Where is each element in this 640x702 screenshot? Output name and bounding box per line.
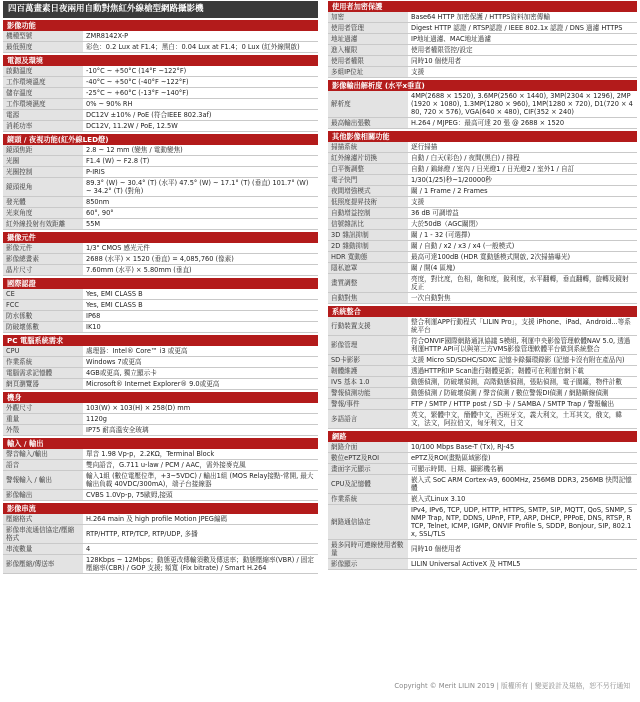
spec-row xyxy=(3,77,318,88)
page-title: 四百萬畫素日夜兩用自動對焦紅外線槍型網路攝影機 xyxy=(3,1,318,18)
spec-row xyxy=(3,178,318,197)
spec-value: 關 / 1 - 32 (可選擇) xyxy=(408,230,637,241)
spec-row xyxy=(3,265,318,276)
spec-row xyxy=(328,91,637,118)
spec-row xyxy=(3,425,318,436)
spec-table xyxy=(3,514,318,574)
spec-label: 晶片尺寸 xyxy=(3,265,83,276)
section-header: 國際認證 xyxy=(3,278,318,289)
spec-value: Microsoft® Internet Explorer® 9.0或更高 xyxy=(83,379,318,390)
spec-label: 影像管理 xyxy=(328,336,408,355)
spec-row xyxy=(3,197,318,208)
spec-value: CVBS 1.0Vp-p, 75歐姆,接頭 xyxy=(83,490,318,501)
spec-row xyxy=(328,505,637,540)
section-header: 其他影像相關功能 xyxy=(328,131,637,142)
spec-value: IP75 耐高溫安全玻璃 xyxy=(83,425,318,436)
spec-row xyxy=(3,403,318,414)
spec-table xyxy=(3,449,318,501)
spec-table xyxy=(3,346,318,390)
spec-label: 最低照度 xyxy=(3,42,83,53)
spec-value: 89.3° (W) ~ 30.4° (T) (水平) 47.5° (W) ~ 17.1° (T) (垂直) 101.7° (W) ~ 34.2° (T) (對角) xyxy=(83,178,318,197)
spec-row xyxy=(328,540,637,559)
spec-label: 3D 雜訊抑制 xyxy=(328,230,408,241)
spec-label: 鏡頭視角 xyxy=(3,178,83,197)
spec-value: 最高可達100dB (HDR 寬動態模式開啟, 2次掃描曝光) xyxy=(408,252,637,263)
left-sections xyxy=(3,20,318,574)
spec-row xyxy=(328,317,637,336)
section-header: 輸入 / 輸出 xyxy=(3,438,318,449)
spec-value: 嵌入式 SoC ARM Cortex-A9, 600MHz, 256MB DDR3, 256MB 快閃記憶體 xyxy=(408,475,637,494)
spec-label: 掃描系統 xyxy=(328,142,408,153)
spec-value: 1120g xyxy=(83,414,318,425)
spec-row xyxy=(328,45,637,56)
spec-label: 聲音輸入/輸出 xyxy=(3,449,83,460)
right-column xyxy=(328,0,637,570)
spec-row xyxy=(328,12,637,23)
spec-label: 2D 雜動抑制 xyxy=(328,241,408,252)
spec-label: 影像壓縮/傳送率 xyxy=(3,555,83,574)
spec-label: FCC xyxy=(3,300,83,311)
spec-label: 影像輸出 xyxy=(3,490,83,501)
spec-table xyxy=(3,145,318,230)
spec-label: 機種型號 xyxy=(3,31,83,42)
spec-value: 單音 1.98 Vp-p，2.2KΩ，Terminal Block xyxy=(83,449,318,460)
spec-section xyxy=(3,134,318,230)
spec-label: 電源 xyxy=(3,110,83,121)
spec-label: CPU及記憶體 xyxy=(328,475,408,494)
spec-row xyxy=(3,66,318,77)
spec-value: 英文，繁體中文，簡體中文，西班牙文，義大利文，土耳其文，俄文，韓文，法文，阿拉伯文，匈牙利文，日文 xyxy=(408,410,637,429)
spec-label: 影像總畫素 xyxy=(3,254,83,265)
spec-row xyxy=(3,110,318,121)
spec-label: 隱私遮罩 xyxy=(328,263,408,274)
spec-label: SD卡影影 xyxy=(328,355,408,366)
spec-value: P-IRIS xyxy=(83,167,318,178)
spec-row xyxy=(3,449,318,460)
spec-value: Digest HTTP 認證 / RTSP認證 / IEEE 802.1x 認證 / DNS 過濾 HTTPS xyxy=(408,23,637,34)
spec-row xyxy=(3,525,318,544)
spec-table xyxy=(328,12,637,78)
spec-value: -10°C ~ +50°C (14°F ~122°F) xyxy=(83,66,318,77)
spec-value: 10/100 Mbps Base-T (Tx), RJ-45 xyxy=(408,442,637,453)
spec-value: 支援 xyxy=(408,67,637,78)
spec-value: 103(W) × 103(H) × 258(D) mm xyxy=(83,403,318,414)
spec-label: 解析度 xyxy=(328,91,408,118)
spec-label: 低照度提昇技術 xyxy=(328,197,408,208)
spec-section xyxy=(3,278,318,333)
spec-value: 動態偵測 / 防破壞偵測 / 聲音偵測 / 數位警報DI偵測 / 網路斷線偵測 xyxy=(408,388,637,399)
spec-label: 電子快門 xyxy=(328,175,408,186)
spec-table xyxy=(3,243,318,276)
spec-row xyxy=(3,322,318,333)
spec-value: IP地址過濾、MAC地址過濾 xyxy=(408,34,637,45)
section-header: 使用者加密保護 xyxy=(328,1,637,12)
spec-label: 自動對焦 xyxy=(328,293,408,304)
spec-row xyxy=(3,121,318,132)
spec-row xyxy=(3,99,318,110)
section-header: 網路 xyxy=(328,431,637,442)
spec-row xyxy=(328,442,637,453)
spec-value: 2.8 ~ 12 mm (變焦 / 電動變焦) xyxy=(83,145,318,156)
spec-section xyxy=(3,232,318,276)
spec-value: 36 dB 可調增益 xyxy=(408,208,637,219)
spec-label: 警報/事件 xyxy=(328,399,408,410)
section-header: 攝像元件 xyxy=(3,232,318,243)
spec-row xyxy=(328,336,637,355)
spec-label: 網路通信協定 xyxy=(328,505,408,540)
spec-row xyxy=(3,490,318,501)
spec-value: H.264 / MJPEG：最高可達 20 張 @ 2688 × 1520 xyxy=(408,118,637,129)
spec-label: 影像元件 xyxy=(3,243,83,254)
spec-label: HDR 寬動態 xyxy=(328,252,408,263)
spec-value: 自動 / 鎢絲燈 / 室內 / 日光燈1 / 日光燈2 / 室外1 / 自訂 xyxy=(408,164,637,175)
spec-label: 啟動溫度 xyxy=(3,66,83,77)
spec-label: 外觀尺寸 xyxy=(3,403,83,414)
spec-row xyxy=(3,555,318,574)
left-column xyxy=(3,0,318,574)
spec-row xyxy=(3,460,318,471)
spec-value: 關 / 自動 / x2 / x3 / x4 (一般模式) xyxy=(408,241,637,252)
spec-label: 多組IP位址 xyxy=(328,67,408,78)
spec-row xyxy=(3,289,318,300)
spec-value: LILIN Universal ActiveX 及 HTML5 xyxy=(408,559,637,570)
section-header: 影像功能 xyxy=(3,20,318,31)
spec-label: 工作環境溫度 xyxy=(3,77,83,88)
spec-value: RTP/HTTP, RTP/TCP, RTP/UDP, 多播 xyxy=(83,525,318,544)
spec-value: -40°C ~ +50°C (-40°F ~122°F) xyxy=(83,77,318,88)
spec-row xyxy=(328,23,637,34)
spec-value: Yes, EMI CLASS B xyxy=(83,300,318,311)
spec-row xyxy=(3,514,318,525)
spec-label: 防破壞係數 xyxy=(3,322,83,333)
spec-label: 工作環境濕度 xyxy=(3,99,83,110)
spec-label: 畫質調整 xyxy=(328,274,408,293)
spec-label: 儲存溫度 xyxy=(3,88,83,99)
spec-value: 1/30(1/25)秒~1/20000秒 xyxy=(408,175,637,186)
spec-value: 使用者權限管控/設定 xyxy=(408,45,637,56)
spec-value: 支援 xyxy=(408,197,637,208)
spec-label: 壓縮格式 xyxy=(3,514,83,525)
spec-section xyxy=(3,335,318,390)
spec-section xyxy=(328,1,637,78)
spec-value: Base64 HTTP 加密保護 / HTTPS資料加密傳輸 xyxy=(408,12,637,23)
spec-value: 符合ONVIF國際網路通訊協議 S模組, 利運中央影像管理軟體NAV 5.0, 透過利運HTTP API可以與第三方VMS影像管理軟體平台做到系統整合 xyxy=(408,336,637,355)
spec-value: IK10 xyxy=(83,322,318,333)
spec-label: 串流數量 xyxy=(3,544,83,555)
spec-row xyxy=(328,164,637,175)
spec-row xyxy=(328,208,637,219)
spec-row xyxy=(328,241,637,252)
spec-row xyxy=(328,34,637,45)
spec-row xyxy=(3,254,318,265)
spec-row xyxy=(328,559,637,570)
spec-value: 同時10 個使用者 xyxy=(408,56,637,67)
spec-label: 使用者管理 xyxy=(328,23,408,34)
spec-label: 多語語言 xyxy=(328,410,408,429)
spec-row xyxy=(328,366,637,377)
spec-label: 電腦需求記憶體 xyxy=(3,368,83,379)
spec-row xyxy=(3,31,318,42)
spec-table xyxy=(3,66,318,132)
spec-value: Windows 7或更高 xyxy=(83,357,318,368)
spec-label: 網頁瀏覽器 xyxy=(3,379,83,390)
spec-value: Yes, EMI CLASS B xyxy=(83,289,318,300)
spec-row xyxy=(328,293,637,304)
spec-value: DC12V ±10% / PoE (符合IEEE 802.3af) xyxy=(83,110,318,121)
spec-value: H.264 main 及 high profile Motion JPEG編碼 xyxy=(83,514,318,525)
spec-value: 2688 (水平) × 1520 (垂直) = 4,085,760 (像素) xyxy=(83,254,318,265)
spec-label: 韌體維護 xyxy=(328,366,408,377)
spec-label: 紅外線濾片切換 xyxy=(328,153,408,164)
spec-row xyxy=(3,42,318,53)
spec-row xyxy=(328,118,637,129)
spec-label: CPU xyxy=(3,346,83,357)
spec-value: 同時10 個使用者 xyxy=(408,540,637,559)
spec-table xyxy=(328,91,637,129)
spec-label: 作業系統 xyxy=(3,357,83,368)
spec-table xyxy=(328,142,637,304)
spec-row xyxy=(328,175,637,186)
section-header: 影像輸出解析度 (水平x垂直) xyxy=(328,80,637,91)
spec-section xyxy=(328,431,637,570)
spec-value: 55M xyxy=(83,219,318,230)
spec-row xyxy=(3,145,318,156)
spec-value: 嵌入式Linux 3.10 xyxy=(408,494,637,505)
spec-value: 可顯示時間、日期、攝影機名稱 xyxy=(408,464,637,475)
right-sections xyxy=(328,1,637,570)
spec-row xyxy=(3,414,318,425)
spec-value: 4MP(2688 × 1520), 3.6MP(2560 × 1440), 3MP(2304 × 1296), 2MP(1920 × 1080), 1.3MP(1280 × 960), 1MP(1280 × 720), D1(720 × 480, 720 × 576), VGA(640 × 480), CIF(352 × 240) xyxy=(408,91,637,118)
spec-label: 紅外線投射有效距離 xyxy=(3,219,83,230)
spec-row xyxy=(3,357,318,368)
spec-label: 最高輸出張數 xyxy=(328,118,408,129)
spec-label: 畫面字元顯示 xyxy=(328,464,408,475)
spec-row xyxy=(328,453,637,464)
spec-label: 消耗功率 xyxy=(3,121,83,132)
section-header: PC 電腦系統需求 xyxy=(3,335,318,346)
spec-row xyxy=(328,230,637,241)
spec-value: 1/3" CMOS 感光元件 xyxy=(83,243,318,254)
spec-value: 0% ~ 90% RH xyxy=(83,99,318,110)
spec-value: 關 / 1 Frame / 2 Frames xyxy=(408,186,637,197)
spec-row xyxy=(3,208,318,219)
spec-row xyxy=(328,388,637,399)
spec-label: 自動增益控制 xyxy=(328,208,408,219)
spec-row xyxy=(3,219,318,230)
spec-row xyxy=(328,399,637,410)
spec-row xyxy=(328,219,637,230)
spec-row xyxy=(328,274,637,293)
spec-label: 信號雜訊比 xyxy=(328,219,408,230)
spec-row xyxy=(328,263,637,274)
spec-label: 影像顯示 xyxy=(328,559,408,570)
spec-label: 加密 xyxy=(328,12,408,23)
spec-label: CE xyxy=(3,289,83,300)
spec-label: 語音 xyxy=(3,460,83,471)
spec-row xyxy=(3,300,318,311)
spec-value: 彩色：0.2 Lux at F1.4；黑白：0.04 Lux at F1.4；0 Lux (紅外線開啟) xyxy=(83,42,318,53)
spec-label: 光束角度 xyxy=(3,208,83,219)
spec-value: F1.4 (W) ~ F2.8 (T) xyxy=(83,156,318,167)
spec-value: ZMR8142X-P xyxy=(83,31,318,42)
spec-row xyxy=(328,153,637,164)
spec-value: ePTZ及ROI(畫點區域影像) xyxy=(408,453,637,464)
spec-section xyxy=(3,438,318,501)
spec-section xyxy=(3,503,318,574)
spec-section xyxy=(3,20,318,53)
spec-label: 光圈 xyxy=(3,156,83,167)
spec-row xyxy=(328,464,637,475)
spec-value: 大於50dB（AGC關閉） xyxy=(408,219,637,230)
spec-row xyxy=(3,167,318,178)
spec-value: 透過HTTP和IP Scan進行韌體更新；韌體可在利運官網下載 xyxy=(408,366,637,377)
spec-label: 外殼 xyxy=(3,425,83,436)
spec-table xyxy=(328,317,637,429)
spec-value: 整合利運APP行動程式「LILIN Pro」，支援 iPhone、iPad、Android...等系統平台 xyxy=(408,317,637,336)
spec-value: 4 xyxy=(83,544,318,555)
spec-label: 防水係數 xyxy=(3,311,83,322)
spec-label: 警報偵測功能 xyxy=(328,388,408,399)
spec-section xyxy=(328,131,637,304)
spec-label: 使用者權限 xyxy=(328,56,408,67)
spec-value: 亮度，對比度，色相，飽和度，銳利度，水平翻轉，垂直翻轉，旋轉及鏡射反正 xyxy=(408,274,637,293)
spec-row xyxy=(328,142,637,153)
spec-section xyxy=(3,55,318,132)
spec-label: 發光體 xyxy=(3,197,83,208)
spec-value: 128Kbps ~ 12Mbps；動態更改傳輸須數及傳送率；動態壓縮率(VBR) / 固定壓縮率(CBR) / GOP 支援; 頻寬 (Fix bitrate) / Smart H.264 xyxy=(83,555,318,574)
spec-table xyxy=(3,31,318,53)
spec-row xyxy=(328,252,637,263)
spec-row xyxy=(3,379,318,390)
spec-label: 行動裝置支援 xyxy=(328,317,408,336)
spec-value: 自動 / 白天(彩色) / 夜間(黑白) / 排程 xyxy=(408,153,637,164)
spec-row xyxy=(328,186,637,197)
spec-value: 逐行掃描 xyxy=(408,142,637,153)
spec-row xyxy=(3,544,318,555)
spec-table xyxy=(328,442,637,570)
spec-value: 處理器：Intel® Core™ i3 或更高 xyxy=(83,346,318,357)
spec-row xyxy=(328,410,637,429)
section-header: 電源及環境 xyxy=(3,55,318,66)
spec-row xyxy=(3,368,318,379)
spec-value: IPv4, IPv6, TCP, UDP, HTTP, HTTPS, SMTP, SIP, MQTT, QoS, SNMP, SNMP Trap, NTP, DDNS, UPnP, FTP, ARP, DHCP, PPPoE, DNS, RTSP, RTCP, Telnet, ICMP, IGMP, ONVIF Profile S, SDDP, Bonjour, SIP, 802.1x, SSL/TLS xyxy=(408,505,637,540)
spec-label: 鏡頭焦距 xyxy=(3,145,83,156)
spec-value: 動態偵測，防破壞偵測，高階動態偵測，張貼偵測，電子圍籬，物件計數 xyxy=(408,377,637,388)
spec-section xyxy=(328,80,637,129)
spec-row xyxy=(328,355,637,366)
spec-label: 網路介面 xyxy=(328,442,408,453)
spec-section xyxy=(3,392,318,436)
spec-row xyxy=(328,67,637,78)
spec-row xyxy=(328,475,637,494)
spec-value: 7.60mm (水平) × 5.80mm (垂直) xyxy=(83,265,318,276)
section-header: 系統整合 xyxy=(328,306,637,317)
spec-row xyxy=(3,88,318,99)
spec-label: 夜間增強模式 xyxy=(328,186,408,197)
spec-value: 4GB或更高, 獨立顯示卡 xyxy=(83,368,318,379)
spec-value: 支援 Micro SD/SDHC/SDXC 記憶卡錄攝環錄影 (記憶卡沒有附在產品內) xyxy=(408,355,637,366)
spec-value: -25°C ~ +60°C (-13°F ~140°F) xyxy=(83,88,318,99)
spec-label: 地址過濾 xyxy=(328,34,408,45)
spec-value: DC12V, 11.2W / PoE, 12.5W xyxy=(83,121,318,132)
spec-row xyxy=(3,346,318,357)
spec-label: 警報輸入 / 輸出 xyxy=(3,471,83,490)
spec-table xyxy=(3,289,318,333)
spec-label: 進入權限 xyxy=(328,45,408,56)
spec-section xyxy=(328,306,637,429)
spec-label: IVS 基本 1.0 xyxy=(328,377,408,388)
spec-table xyxy=(3,403,318,436)
spec-row xyxy=(328,494,637,505)
spec-value: IP68 xyxy=(83,311,318,322)
spec-label: 數位ePTZ及ROI xyxy=(328,453,408,464)
spec-label: 光圈控制 xyxy=(3,167,83,178)
spec-label: 白平衡調整 xyxy=(328,164,408,175)
copyright-footer: Copyright © Merit LILIN 2019 | 版權所有 | 變更設計及規格，恕不另行通知 xyxy=(394,682,630,690)
spec-row xyxy=(328,197,637,208)
spec-value: 關 / 開(4 區塊) xyxy=(408,263,637,274)
spec-label: 最多同時可連線使用者數量 xyxy=(328,540,408,559)
spec-value: FTP / SMTP / HTTP post / SD 卡 / SAMBA / SMTP Trap / 警報輸出 xyxy=(408,399,637,410)
spec-label: 作業系統 xyxy=(328,494,408,505)
spec-label: 影像串流通信協定/壓縮格式 xyxy=(3,525,83,544)
spec-row xyxy=(3,156,318,167)
spec-label: 重量 xyxy=(3,414,83,425)
spec-row xyxy=(3,243,318,254)
section-header: 影像串流 xyxy=(3,503,318,514)
spec-row xyxy=(3,471,318,490)
spec-value: 850nm xyxy=(83,197,318,208)
spec-value: 60°, 90° xyxy=(83,208,318,219)
spec-row xyxy=(3,311,318,322)
spec-value: 輸入1組 (數位電壓位準，+3~5VDC) / 輸出1組 (MOS Relay接點-常開, 最大輸出負載 40VDC/300mA)，端子台接線器 xyxy=(83,471,318,490)
spec-row xyxy=(328,56,637,67)
spec-value: 一次自動對焦 xyxy=(408,293,637,304)
section-header: 鏡頭 / 夜視功能(紅外線LED燈) xyxy=(3,134,318,145)
section-header: 機身 xyxy=(3,392,318,403)
spec-row xyxy=(328,377,637,388)
spec-value: 雙向語音，G.711 u-law / PCM / AAC，需外接麥克風 xyxy=(83,460,318,471)
